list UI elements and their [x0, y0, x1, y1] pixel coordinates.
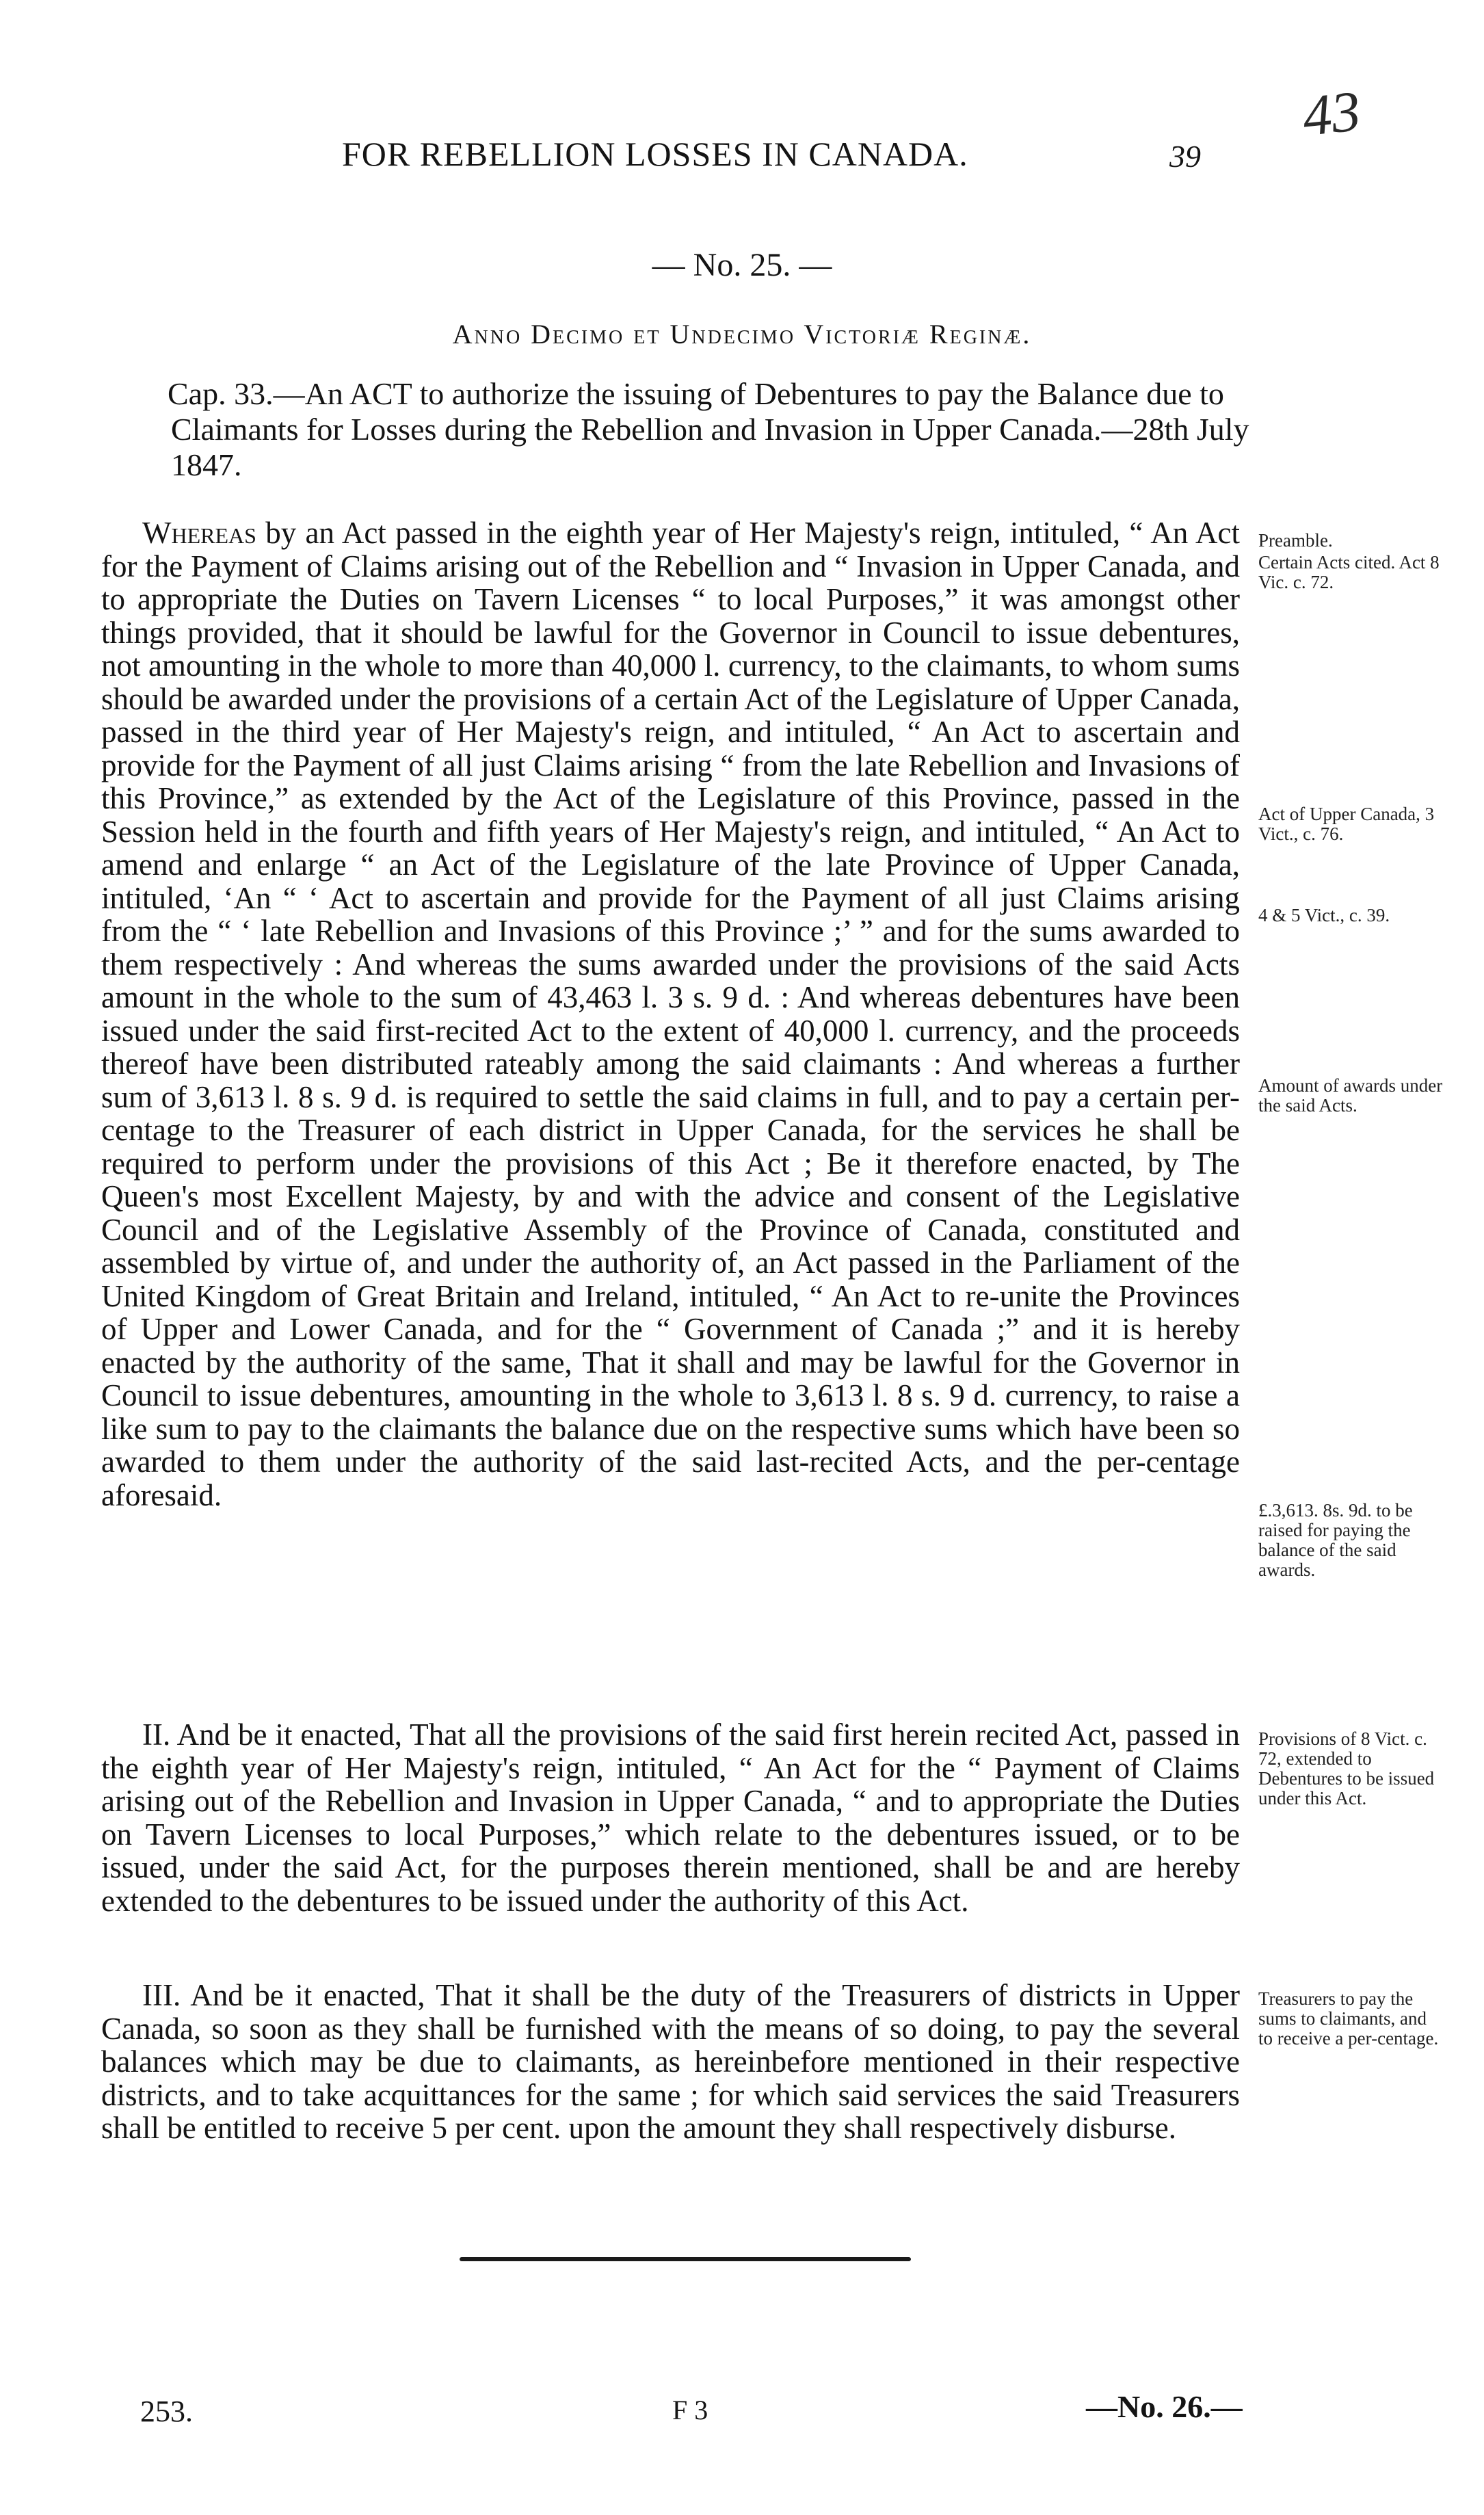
footer-signature-mark: F 3	[672, 2395, 708, 2425]
margin-note-awards: Amount of awards under the said Acts.	[1258, 1075, 1443, 1116]
section-divider-rule	[460, 2257, 911, 2261]
margin-note-4-5-vict: 4 & 5 Vict., c. 39.	[1258, 905, 1390, 925]
preamble-lead: Whereas	[142, 516, 256, 550]
section-two-text: II. And be it enacted, That all the provisions of the said first herein recited Act, passed in the eighth year of Her Majesty's reign, intituled, “ An Act for the “ Payment of Claims arising out of the Rebellion and Invasion in Upper Canada, “ and to appropriate the Duties on Tavern Licenses to local Purposes,” which relate to the debentures issued, or to be issued, under the said Act, for the purposes therein mentioned, shall be and are hereby extended to the debentures to be issued under the authority of this Act.	[101, 1717, 1240, 1918]
document-number: — No. 25. —	[652, 247, 832, 283]
preamble-section	[101, 516, 1240, 1512]
section-three	[101, 1979, 1240, 2145]
page-number: 39	[1169, 139, 1201, 174]
handwritten-folio: 43	[1299, 79, 1364, 149]
regnal-year-heading: Anno Decimo et Undecimo Victoriæ Reginæ.	[452, 319, 1032, 350]
margin-note-upper-canada-act: Act of Upper Canada, 3 Vict., c. 76.	[1258, 804, 1435, 844]
margin-note-acts-cited: Certain Acts cited. Act 8 Vic. c. 72.	[1258, 552, 1440, 592]
preamble-text: by an Act passed in the eighth year of Her Majesty's reign, intituled, “ An Act for the Payment of Claims arising out of the Rebellion and “ Invasion in Upper Canada, and to appropriate the Duties on Tavern Licenses “ to local Purposes,” it was amongst other things provided, that it should be lawful for the Governor in Council to issue debentures, not amounting in the whole to more than 40,000 l. currency, to the claimants, to whom sums should be awarded under the provisions of a certain Act of the Legislature of Upper Canada, passed in the third year of Her Majesty's reign, and intituled, “ An Act to ascertain and provide for the Payment of all just Claims arising “ from the late Rebellion and Invasions of this Province,” as extended by the Act of the Legislature of this Province, passed in the Session held in the fourth and fifth years of Her Majesty's reign, and intituled, “ An Act to amend and enlarge “ an Act of the Legislature of the late Province of Upper Canada, intituled, ‘An “ ‘ Act to ascertain and provide for the Payment of all just Claims arising from the “ ‘ late Rebellion and Invasions of this Province ;’ ” and for the sums awarded to them respectively : And whereas the sums awarded under the provisions of the said Acts amount in the whole to the sum of 43,463 l. 3 s. 9 d. : And whereas debentures have been issued under the said first-recited Act to the extent of 40,000 l. currency, and the proceeds thereof have been distributed rateably among the said claimants : And whereas a further sum of 3,613 l. 8 s. 9 d. is required to settle the said claims in full, and to pay a certain per-centage to the Treasurer of each district in Upper Canada, for the services he shall be required to perform under the provisions of this Act ; Be it therefore enacted, by The Queen's most Excellent Majesty, by and with the advice and consent of the Legislative Council and of the Legislative Assembly of the Province of Canada, constituted and assembled by virtue of, and under the authority of, an Act passed in the Parliament of the United Kingdom of Great Britain and Ireland, intituled, “ An Act to re-unite the Provinces of Upper and Lower Canada, and for the “ Government of Canada ;” and it is hereby enacted by the authority of the same, That it shall and may be lawful for the Governor in Council to issue debentures, amounting in the whole to 3,613 l. 8 s. 9 d. currency, to raise a like sum to pay to the claimants the balance due on the respective sums which have been so awarded to them under the authority of the said last-recited Acts, and the per-centage aforesaid.	[101, 516, 1240, 1512]
footer-sheet-number: 253.	[140, 2395, 193, 2428]
section-three-text: III. And be it enacted, That it shall be the duty of the Treasurers of districts in Upper Canada, so soon as they shall be furnished with the means of so doing, to pay the several balances which may be due to claimants, as hereinbefore mentioned in their respective districts, and to take acquittances for the same ; for which said services the said Treasurers shall be entitled to receive 5 per cent. upon the amount they shall respectively disburse.	[101, 1978, 1240, 2145]
margin-note-provisions: Provisions of 8 Vict. c. 72, extended to Debentures to be issued under this Act.	[1258, 1728, 1435, 1808]
footer-next-document: —No. 26.—	[1086, 2389, 1243, 2424]
act-title: Cap. 33.—An ACT to authorize the issuing of Debentures to pay the Balance due to Claimants for Losses during the Rebellion and Invasion in Upper Canada.—28th July 1847.	[168, 376, 1249, 482]
margin-note-raise-sum: £.3,613. 8s. 9d. to be raised for paying the balance of the said awards.	[1258, 1500, 1413, 1580]
running-head: FOR REBELLION LOSSES IN CANADA.	[342, 135, 968, 173]
section-two	[101, 1718, 1240, 1917]
margin-note-preamble: Preamble.	[1258, 530, 1333, 551]
margin-note-treasurers: Treasurers to pay the sums to claimants, and to receive a per-centage.	[1258, 1988, 1439, 2049]
